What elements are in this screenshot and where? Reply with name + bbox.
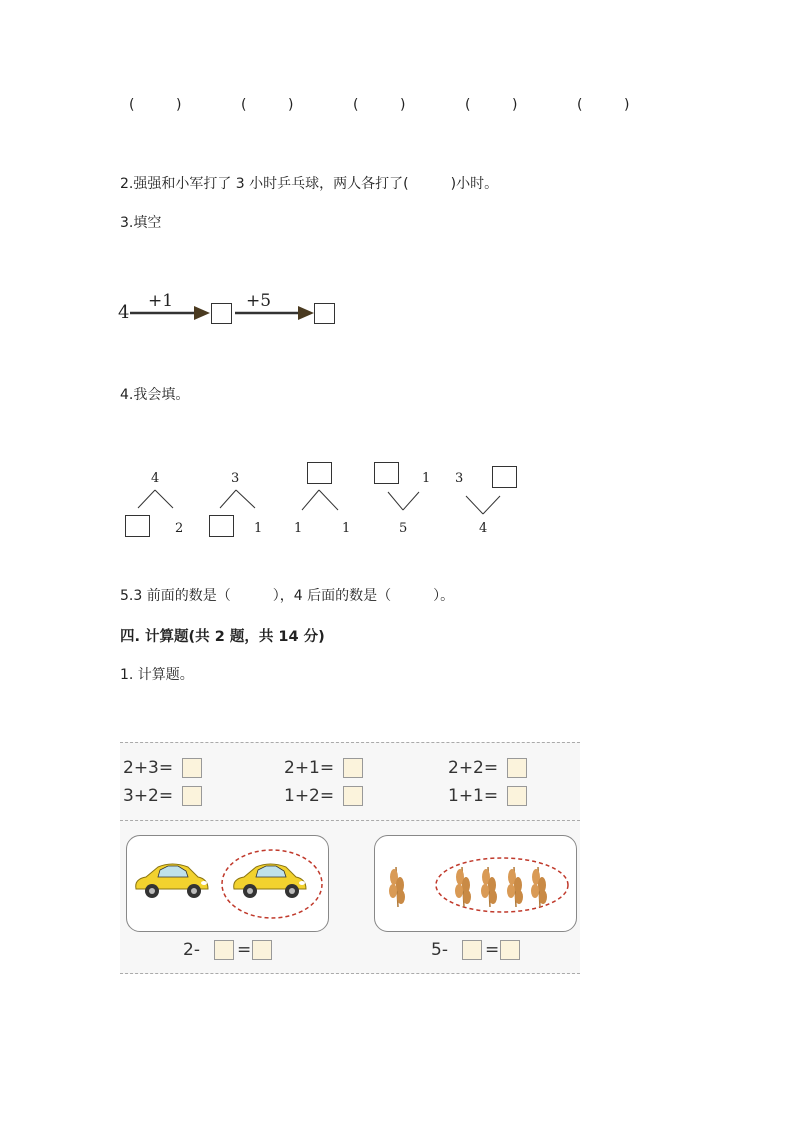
expression-answer-box[interactable] [500,940,520,960]
expression-answer-box[interactable] [462,940,482,960]
equation: 1+1= [448,786,499,806]
bond-answer-box[interactable] [307,462,332,484]
bond-right-number: 1 [254,521,263,536]
bond-right-number: 1 [342,521,351,536]
paren-close: ) [624,97,630,113]
wheat-icon [481,867,497,907]
bond-answer-box[interactable] [125,515,150,537]
bond-answer-box[interactable] [492,466,517,488]
question-5: 5.3 前面的数是（ ），4 后面的数是（ ）。 [120,588,455,604]
bond-top-number: 4 [151,471,160,486]
equation: 2+3= [123,758,174,778]
section-heading: 四. 计算题(共 2 题，共 14 分) [120,629,325,645]
chain-op-1: +1 [148,291,174,311]
equation: 3+2= [123,786,174,806]
equation-answer-box[interactable] [343,758,363,778]
bond-right-number: 1 [422,471,431,486]
paren-open: ( [577,97,583,113]
wheat-icon [455,867,471,907]
picture-equals: = [485,940,500,960]
picture-equals: = [237,940,252,960]
expression-answer-box[interactable] [214,940,234,960]
picture-expression: 2- [183,940,200,960]
paren-open: ( [465,97,471,113]
car-icon [136,864,208,898]
paren-open: ( [353,97,359,113]
expression-answer-box[interactable] [252,940,272,960]
chain-op-2: +5 [246,291,272,311]
equation-answer-box[interactable] [507,786,527,806]
chain-start-number: 4 [118,302,130,323]
bond-bottom-number: 4 [479,521,488,536]
wheat-icon [507,867,523,907]
bond-answer-box[interactable] [374,462,399,484]
equation: 2+2= [448,758,499,778]
equation-answer-box[interactable] [182,758,202,778]
dashed-divider [120,973,580,974]
paren-close: ) [288,97,294,113]
car-picture [126,835,328,931]
paren-open: ( [241,97,247,113]
dashed-divider [120,820,580,821]
picture-expression: 5- [431,940,448,960]
paren-close: ) [512,97,518,113]
bond-answer-box[interactable] [209,515,234,537]
bond-top-number: 3 [231,471,240,486]
paren-close: ) [400,97,406,113]
car-icon [234,864,306,898]
bond-right-number: 2 [175,521,184,536]
equation-answer-box[interactable] [182,786,202,806]
calc-question-title: 1. 计算题。 [120,667,194,683]
paren-close: ) [176,97,182,113]
wheat-picture [374,835,576,931]
bond-left-number: 3 [455,471,464,486]
wheat-icon [531,867,547,907]
equation: 1+2= [284,786,335,806]
equation: 2+1= [284,758,335,778]
bond-bottom-number: 5 [399,521,408,536]
bond-left-number: 1 [294,521,303,536]
equation-answer-box[interactable] [507,758,527,778]
equation-answer-box[interactable] [343,786,363,806]
dashed-divider [120,742,580,743]
question-3-title: 3.填空 [120,215,162,231]
paren-open: ( [129,97,135,113]
question-4-title: 4.我会填。 [120,387,190,403]
wheat-icon [389,867,405,907]
question-2: 2.强强和小军打了 3 小时乒乓球，两人各打了( )小时。 [120,176,499,192]
